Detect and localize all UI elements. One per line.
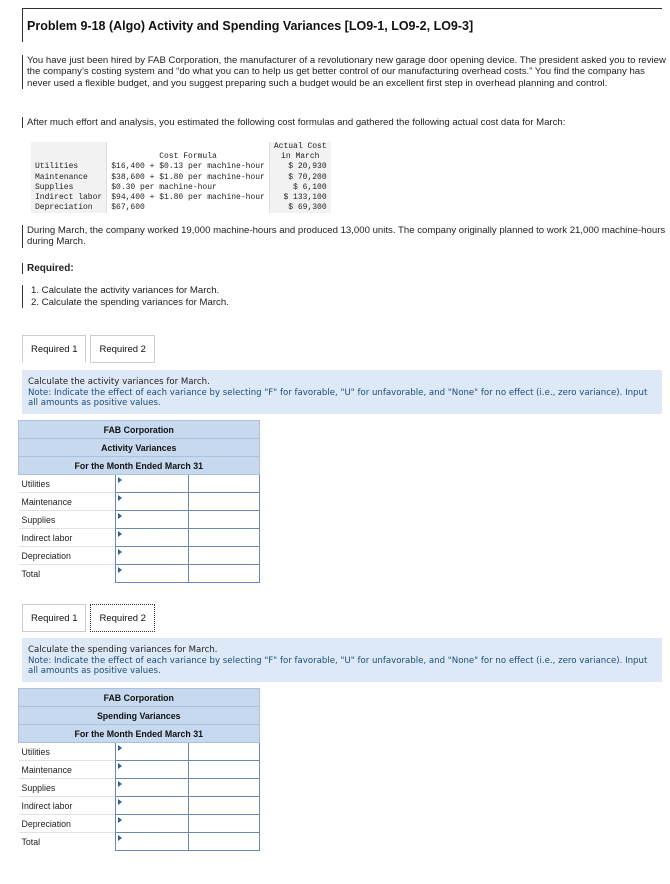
input-marker-icon xyxy=(118,835,122,841)
table-row xyxy=(19,475,260,493)
amount-input[interactable] xyxy=(115,779,188,797)
table-row xyxy=(19,779,260,797)
input-marker-icon xyxy=(118,513,122,519)
table-row xyxy=(19,833,260,851)
intro-paragraph: You have just been hired by FAB Corporation, the manufacturer of a revolutionary new garage door opening device. The president asked you to review the company’s costing system and “do what you can to help us get better control of our manufacturing overhead costs.” You find the company has never used a flexible budget, and you suggest preparing such a budget would be an excellent first step in overhead planning and control. xyxy=(22,55,667,89)
amount-input[interactable] xyxy=(115,511,188,529)
tab-required-1[interactable]: Required 1 xyxy=(22,604,86,632)
activity-variance-table xyxy=(18,420,260,583)
cost-item: Supplies xyxy=(31,183,107,193)
table-row xyxy=(19,511,260,529)
input-marker-icon xyxy=(118,817,122,823)
row-label: Depreciation xyxy=(19,547,116,565)
amount-input[interactable] xyxy=(115,761,188,779)
problem-title: Problem 9-18 (Algo) Activity and Spending Variances [LO9-1, LO9-2, LO9-3] xyxy=(22,8,662,42)
effect-select[interactable] xyxy=(188,761,259,779)
amount-input[interactable] xyxy=(115,493,188,511)
row-label: Total xyxy=(19,833,116,851)
effect-select[interactable] xyxy=(188,547,259,565)
row-label: Maintenance xyxy=(19,761,116,779)
table-row xyxy=(19,493,260,511)
effect-select[interactable] xyxy=(188,493,259,511)
report-title: Activity Variances xyxy=(19,439,260,457)
table-row xyxy=(19,743,260,761)
input-marker-icon xyxy=(118,567,122,573)
effect-select[interactable] xyxy=(188,475,259,493)
input-marker-icon xyxy=(118,763,122,769)
row-label: Maintenance xyxy=(19,493,116,511)
company-name: FAB Corporation xyxy=(19,689,260,707)
cost-formula: $94,400 + $1.80 per machine-hour xyxy=(107,193,270,203)
report-period: For the Month Ended March 31 xyxy=(19,457,260,475)
amount-input[interactable] xyxy=(115,743,188,761)
row-label: Utilities xyxy=(19,743,116,761)
row-label: Supplies xyxy=(19,779,116,797)
cost-formula: $0.30 per machine-hour xyxy=(107,183,270,193)
cost-item: Maintenance xyxy=(31,173,107,183)
required-item-1: 1. Calculate the activity variances for March. xyxy=(31,285,220,296)
amount-input[interactable] xyxy=(115,797,188,815)
instruction-box-2 xyxy=(22,638,662,682)
effect-select[interactable] xyxy=(188,833,259,851)
tab-required-2[interactable]: Required 2 xyxy=(90,604,154,632)
table-row xyxy=(19,529,260,547)
input-marker-icon xyxy=(118,745,122,751)
col-cost-formula: Cost Formula xyxy=(107,142,270,162)
col-actual-cost: Actual Cost in March xyxy=(269,142,330,162)
analysis-paragraph: After much effort and analysis, you estimated the following cost formulas and gathered the following actual cost data for March: xyxy=(22,117,667,128)
march-paragraph: During March, the company worked 19,000 machine-hours and produced 13,000 units. The company originally planned to work 21,000 machine-hours during March. xyxy=(22,225,667,248)
amount-input[interactable] xyxy=(115,833,188,851)
cost-formula: $67,600 xyxy=(107,203,270,213)
amount-input[interactable] xyxy=(115,565,188,583)
cost-formula: $38,600 + $1.80 per machine-hour xyxy=(107,173,270,183)
input-marker-icon xyxy=(118,477,122,483)
row-label: Total xyxy=(19,565,116,583)
input-marker-icon xyxy=(118,781,122,787)
actual-cost: $ 20,930 xyxy=(269,162,330,172)
cost-formula-table xyxy=(31,142,331,213)
actual-cost: $ 133,100 xyxy=(269,193,330,203)
row-label: Indirect labor xyxy=(19,529,116,547)
cost-formula: $16,400 + $0.13 per machine-hour xyxy=(107,162,270,172)
row-label: Utilities xyxy=(19,475,116,493)
table-row xyxy=(19,547,260,565)
cost-item: Utilities xyxy=(31,162,107,172)
effect-select[interactable] xyxy=(188,815,259,833)
amount-input[interactable] xyxy=(115,815,188,833)
input-marker-icon xyxy=(118,549,122,555)
effect-select[interactable] xyxy=(188,529,259,547)
cost-item: Indirect labor xyxy=(31,193,107,203)
input-marker-icon xyxy=(118,799,122,805)
company-name: FAB Corporation xyxy=(19,421,260,439)
instruction-note: Note: Indicate the effect of each variance by selecting "F" for favorable, "U" for unfavorable, and "None" for no effect (i.e., zero variance). Input all amounts as positive values. xyxy=(28,655,648,676)
amount-input[interactable] xyxy=(115,547,188,565)
input-marker-icon xyxy=(118,531,122,537)
effect-select[interactable] xyxy=(188,743,259,761)
actual-cost: $ 69,300 xyxy=(269,203,330,213)
amount-input[interactable] xyxy=(115,475,188,493)
required-heading: Required: xyxy=(22,263,74,274)
required-list xyxy=(22,285,229,308)
instruction-text: Calculate the spending variances for March. xyxy=(28,645,218,655)
report-title: Spending Variances xyxy=(19,707,260,725)
tab-required-2[interactable]: Required 2 xyxy=(90,335,154,363)
row-label: Supplies xyxy=(19,511,116,529)
actual-cost: $ 6,100 xyxy=(269,183,330,193)
report-period: For the Month Ended March 31 xyxy=(19,725,260,743)
instruction-note: Note: Indicate the effect of each variance by selecting "F" for favorable, "U" for unfavorable, and "None" for no effect (i.e., zero variance). Input all amounts as positive values. xyxy=(28,387,648,408)
table-row xyxy=(19,761,260,779)
amount-input[interactable] xyxy=(115,529,188,547)
required-item-2: 2. Calculate the spending variances for March. xyxy=(31,296,229,308)
row-label: Indirect labor xyxy=(19,797,116,815)
instruction-box-1 xyxy=(22,370,662,414)
row-label: Depreciation xyxy=(19,815,116,833)
effect-select[interactable] xyxy=(188,779,259,797)
tab-bar-2 xyxy=(22,604,155,632)
effect-select[interactable] xyxy=(188,797,259,815)
actual-cost: $ 70,200 xyxy=(269,173,330,183)
table-row xyxy=(19,815,260,833)
table-row xyxy=(19,797,260,815)
input-marker-icon xyxy=(118,495,122,501)
effect-select[interactable] xyxy=(188,511,259,529)
tab-bar-1 xyxy=(22,335,155,363)
effect-select[interactable] xyxy=(188,565,259,583)
table-row xyxy=(19,565,260,583)
spending-variance-table xyxy=(18,688,260,851)
instruction-text: Calculate the activity variances for March. xyxy=(28,377,210,387)
cost-item: Depreciation xyxy=(31,203,107,213)
tab-required-1[interactable]: Required 1 xyxy=(22,335,86,363)
